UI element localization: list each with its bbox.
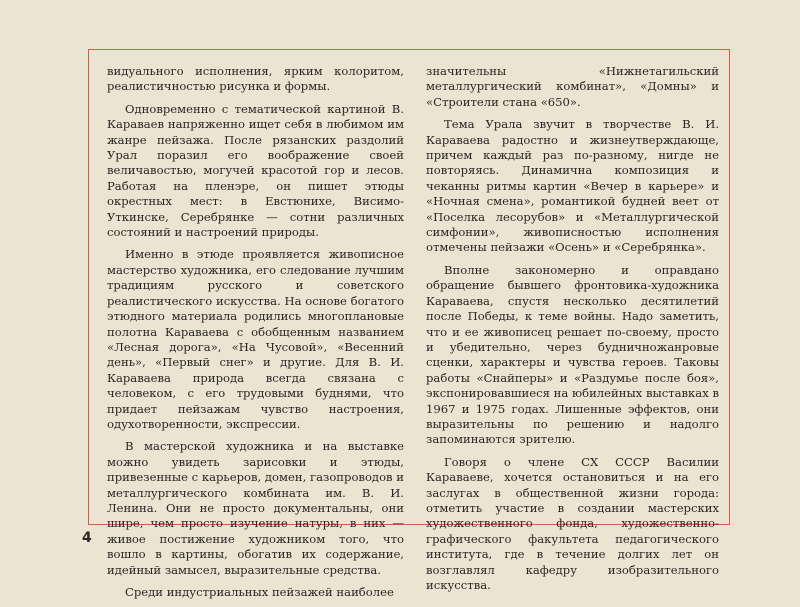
page-number: 4 [82,530,92,546]
paragraph: видуального исполнения, ярким колоритом, реалистичностью рисунка и формы. [107,64,404,94]
paragraph: Именно в этюде проявляется живописное мастерство художника, его следование лучшим традициям русского и советского реалистического искусства. На основе богатого этюдного материала родились многоплановые полотна Караваева с обобщенным названием «Лесная дорога», «На Чусовой», «Весенний день», «Первый снег» и другие. Для В. И. Караваева природа всегда связана с человеком, с его трудовыми буднями, что придает пейзажам чувство настроения, одухотворенности, экспрессии. [107,247,404,431]
paragraph: Среди индустриальных пейзажей наиболее [125,585,394,599]
right-text-column [426,64,719,600]
paragraph: значительны «Нижнетагильский металлургический комбинат», «Домны» и «Строители стана «650». [426,64,719,109]
paragraph: Тема Урала звучит в творчестве В. И. Караваева радостно и жизнеутверждающе, причем каждый раз по-разному, нигде не повторяясь. Динамична композиция и чеканны ритмы картин «Вечер в карьере» и «Ночная смена», романтикой будней веет от «Поселка лесорубов» и «Металлургической симфонии», живописностью исполнения отмечены пейзажи «Осень» и «Серебрянка». [426,117,719,255]
paragraph: Вполне закономерно и оправдано обращение бывшего фронтовика-художника Караваева, спустя несколько десятилетий после Победы, к теме войны. Надо заметить, что и ее живописец решает по-своему, просто и убедительно, через будничножанровые сценки, характеры и чувства героев. Таковы работы «Снайперы» и «Раздумье после боя», экспонировавшиеся на юбилейных выставках в 1967 и 1975 годах. Лишенные эффектов, они выразительны по решению и надолго запоминаются зрителю. [426,262,719,447]
left-text-column [107,64,404,607]
paragraph: Одновременно с тематической картиной В. Караваев напряженно ищет себя в любимом им жанре пейзажа. После рязанских раздолий Урал поразил его воображение своей величавостью, могучей красотой гор и лесов. Работая на пленэре, он пишет этюды окрестных мест: в Евстюнихе, Висимо-Уткинске, Серебрянке — сотни различных состояний и настроений природы. [107,101,404,240]
paragraph: Говоря о члене СХ СССР Василии Караваеве, хочется остановиться и на его заслугах в общественной жизни города: отметить участие в создании мастерских художественного фонда, художественно-графического факультета педагогического института, где в течение долгих лет он возглавлял кафедру изобразительного искусства. [426,454,719,592]
paragraph: В мастерской художника и на выставке можно увидеть зарисовки и этюды, привезенные с карьеров, домен, газопроводов и металлургического комбината им. В. И. Ленина. Они не просто документальны, они шире, чем просто изучение натуры, в них — живое постижение художником того, что вошло в картины, обогатив их содержание, идейный замысел, выразительные средства. [107,439,404,577]
